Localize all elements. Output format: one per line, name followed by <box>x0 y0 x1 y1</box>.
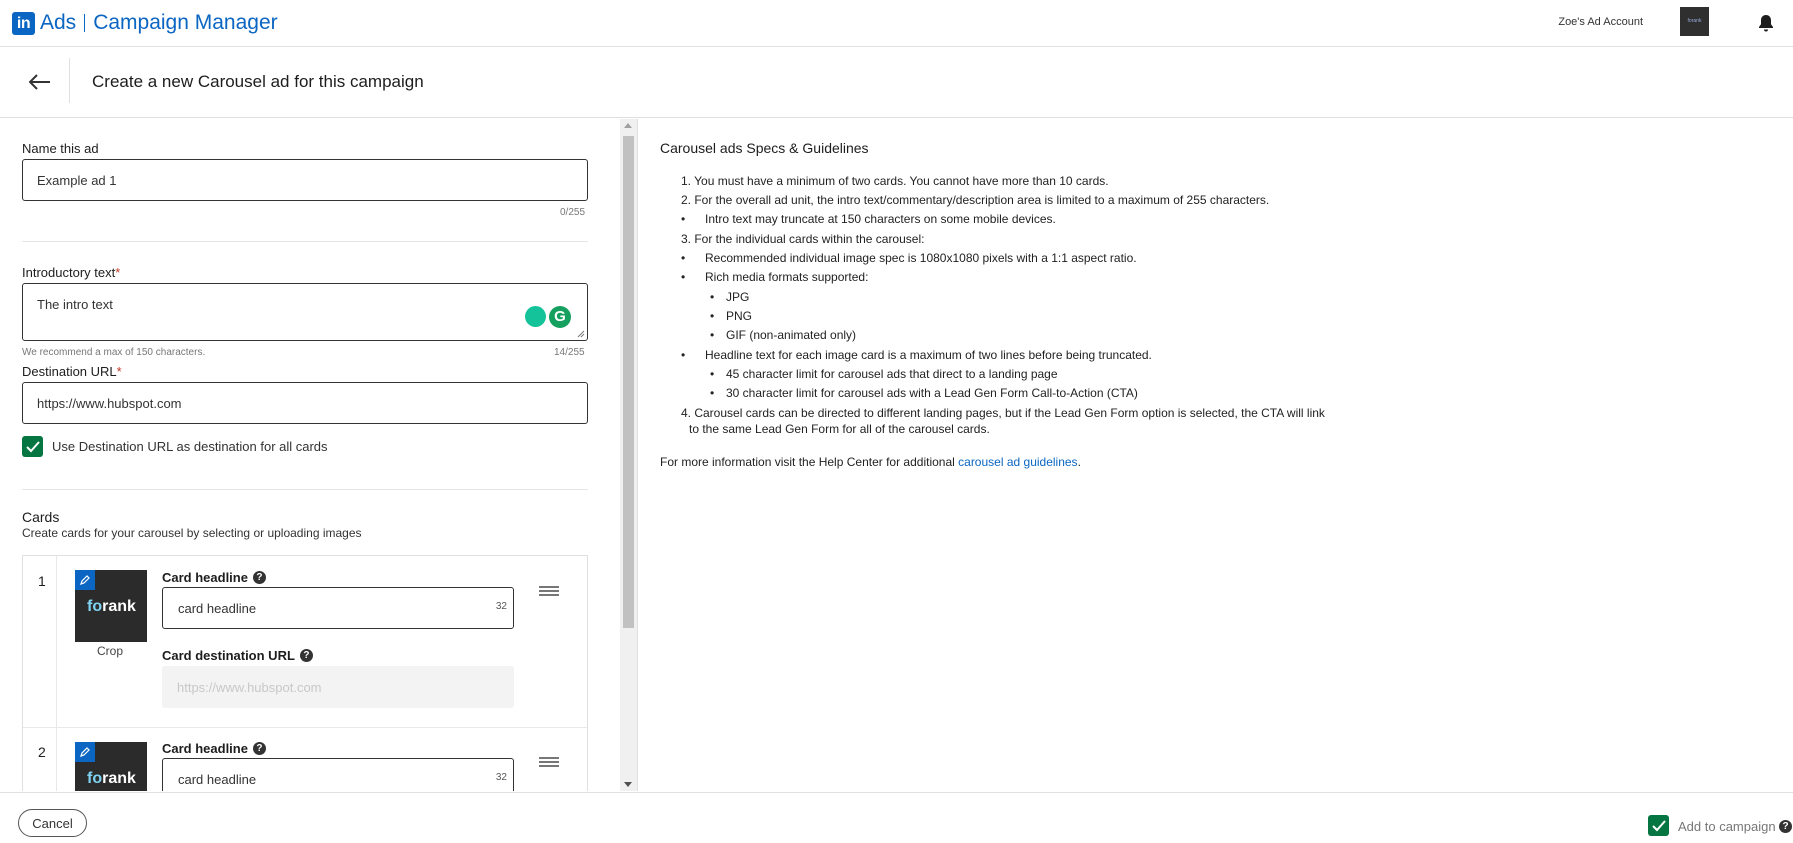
ad-form-pane <box>0 119 622 791</box>
card-image[interactable] <box>75 570 147 642</box>
guideline-subsubitem: • GIF (non-animated only) <box>710 328 857 342</box>
scroll-up-icon[interactable] <box>624 123 632 128</box>
question-icon[interactable]: ? <box>300 649 313 662</box>
guideline-subsubitem-text: JPG <box>726 290 750 304</box>
guideline-subsubitem: • 45 character limit for carousel ads that direct to a landing page <box>710 367 1058 381</box>
use-destination-label: Use Destination URL as destination for all cards <box>52 439 328 454</box>
guidelines-title: Carousel ads Specs & Guidelines <box>660 140 869 156</box>
account-name[interactable]: Zoe's Ad Account <box>1558 16 1643 28</box>
guideline-subsubitem-text: GIF (non-animated only) <box>726 328 857 342</box>
guideline-subsubitem: • JPG <box>710 290 750 304</box>
pencil-icon[interactable] <box>75 570 95 590</box>
card-headline-label-text: Card headline <box>162 570 248 585</box>
card-number-column <box>56 556 57 727</box>
guideline-item: 3. For the individual cards within the carousel: <box>681 232 925 246</box>
brand-ads-label: Ads <box>40 11 77 34</box>
scroll-down-icon[interactable] <box>624 782 632 787</box>
card-image[interactable] <box>75 742 147 791</box>
card-image-logo <box>87 770 136 788</box>
card-headline-label-text: Card headline <box>162 741 248 756</box>
ad-name-input[interactable]: Example ad 1 <box>22 159 588 201</box>
ad-name-counter: 0/255 <box>560 207 586 218</box>
card-headline-counter: 32 <box>495 772 507 783</box>
logo-part-b: rank <box>102 598 136 615</box>
intro-text-counter: 14/255 <box>554 347 585 358</box>
guidelines-more-info <box>660 455 1081 469</box>
pencil-icon[interactable] <box>75 742 95 762</box>
cards-list <box>22 555 588 791</box>
guideline-subitem-text: Rich media formats supported: <box>705 270 869 284</box>
resize-grip-icon[interactable] <box>577 330 585 338</box>
intro-text-value: The intro text <box>37 297 113 312</box>
top-navigation-bar <box>0 0 1793 47</box>
grammarly-widget[interactable] <box>525 306 571 328</box>
lightbulb-icon[interactable] <box>525 306 546 327</box>
checkmark-icon <box>26 441 40 453</box>
guideline-item: 4. Carousel cards can be directed to different landing pages, but if the Lead Gen Form option is selected, the CTA will link <box>681 406 1325 420</box>
card-headline-value: card headline <box>178 600 257 616</box>
guideline-item: 1. You must have a minimum of two cards. You cannot have more than 10 cards. <box>681 174 1109 188</box>
intro-text-hint: We recommend a max of 150 characters. <box>22 347 206 358</box>
question-icon[interactable]: ? <box>253 571 266 584</box>
card-item <box>23 556 587 728</box>
bell-icon[interactable] <box>1756 13 1776 33</box>
guideline-subsubitem-text: PNG <box>726 309 753 323</box>
brand-logo[interactable] <box>12 11 278 35</box>
intro-text-label-text: Introductory text <box>22 265 116 280</box>
more-info-suffix: . <box>1077 455 1081 469</box>
guideline-subitem: • Recommended individual image spec is 1080x1080 pixels with a 1:1 aspect ratio. <box>681 251 1137 265</box>
logo-part-a: fo <box>87 770 103 787</box>
header-divider <box>69 58 70 103</box>
cancel-button[interactable]: Cancel <box>18 809 87 837</box>
logo-part-a: fo <box>87 598 103 615</box>
scrollbar-thumb[interactable] <box>623 136 634 628</box>
brand-separator <box>84 14 85 32</box>
card-number: 1 <box>38 573 46 589</box>
guideline-subitem: • Headline text for each image card is a maximum of two lines before being truncated. <box>681 348 1152 362</box>
cards-section-subtitle: Create cards for your carousel by selecting or uploading images <box>22 526 362 540</box>
destination-url-label <box>22 364 122 379</box>
required-marker: * <box>115 265 121 280</box>
guideline-subitem: • Rich media formats supported: <box>681 270 869 284</box>
card-number: 2 <box>38 744 46 760</box>
card-headline-counter: 32 <box>495 601 507 612</box>
form-scrollbar[interactable] <box>620 119 637 791</box>
back-button[interactable] <box>26 68 54 96</box>
guideline-subsubitem-text: 45 character limit for carousel ads that direct to a landing page <box>726 367 1058 381</box>
add-to-campaign-label: Add to campaign <box>1678 819 1776 834</box>
add-to-campaign-checkbox[interactable] <box>1648 815 1669 836</box>
card-url-input[interactable]: https://www.hubspot.com <box>162 666 514 708</box>
section-divider <box>22 241 588 242</box>
intro-text-textarea[interactable] <box>22 283 588 341</box>
guideline-subitem-text: Recommended individual image spec is 1080x1080 pixels with a 1:1 aspect ratio. <box>705 251 1137 265</box>
guideline-subsubitem: • PNG <box>710 309 753 323</box>
guideline-item: 2. For the overall ad unit, the intro text/commentary/description area is limited to a maximum of 255 characters. <box>681 193 1270 207</box>
card-headline-label <box>162 741 266 756</box>
card-item <box>23 728 587 791</box>
guidelines-pane <box>660 140 1380 170</box>
guideline-subitem: • Intro text may truncate at 150 characters on some mobile devices. <box>681 212 1056 226</box>
carousel-guidelines-link[interactable]: carousel ad guidelines <box>958 455 1078 469</box>
question-icon[interactable]: ? <box>253 742 266 755</box>
pane-divider <box>637 119 638 791</box>
linkedin-logo-icon: in <box>12 12 35 35</box>
section-divider <box>22 489 588 490</box>
drag-handle-icon[interactable] <box>539 757 559 769</box>
guideline-item-continued: to the same Lead Gen Form for all of the carousel cards. <box>689 422 990 436</box>
more-info-text: For more information visit the Help Center for additional <box>660 455 959 469</box>
destination-url-label-text: Destination URL <box>22 364 117 379</box>
card-headline-value: card headline <box>178 771 257 787</box>
guideline-subsubitem: • 30 character limit for carousel ads with a Lead Gen Form Call-to-Action (CTA) <box>710 386 1138 400</box>
use-destination-checkbox[interactable] <box>22 436 43 457</box>
card-number-column <box>56 728 57 791</box>
intro-text-label <box>22 265 120 280</box>
guideline-subitem-text: Intro text may truncate at 150 characters on some mobile devices. <box>705 212 1056 226</box>
question-icon[interactable]: ? <box>1779 820 1792 833</box>
footer-bar <box>0 792 1793 843</box>
crop-button[interactable]: Crop <box>97 644 124 658</box>
drag-handle-icon[interactable] <box>539 586 559 598</box>
guideline-subsubitem-text: 30 character limit for carousel ads with a Lead Gen Form Call-to-Action (CTA) <box>726 386 1138 400</box>
card-headline-input[interactable] <box>162 587 514 629</box>
card-url-label <box>162 648 313 663</box>
card-headline-input[interactable] <box>162 758 514 791</box>
arrow-left-icon <box>29 74 51 90</box>
logo-part-b: rank <box>102 770 136 787</box>
guideline-subitem-text: Headline text for each image card is a maximum of two lines before being truncated. <box>705 348 1152 362</box>
page-header <box>0 48 1793 118</box>
required-marker: * <box>116 364 122 379</box>
brand-product-label: Campaign Manager <box>93 11 278 34</box>
cards-section-title: Cards <box>22 509 60 525</box>
card-url-label-text: Card destination URL <box>162 648 295 663</box>
card-headline-label <box>162 570 266 585</box>
card-image-logo <box>87 598 136 616</box>
destination-url-input[interactable]: https://www.hubspot.com <box>22 382 588 424</box>
checkmark-icon <box>1652 820 1666 832</box>
grammarly-icon[interactable]: G <box>549 306 571 328</box>
account-avatar[interactable]: forank <box>1680 7 1709 36</box>
page-title: Create a new Carousel ad for this campaign <box>92 72 424 91</box>
ad-name-label: Name this ad <box>22 141 99 156</box>
